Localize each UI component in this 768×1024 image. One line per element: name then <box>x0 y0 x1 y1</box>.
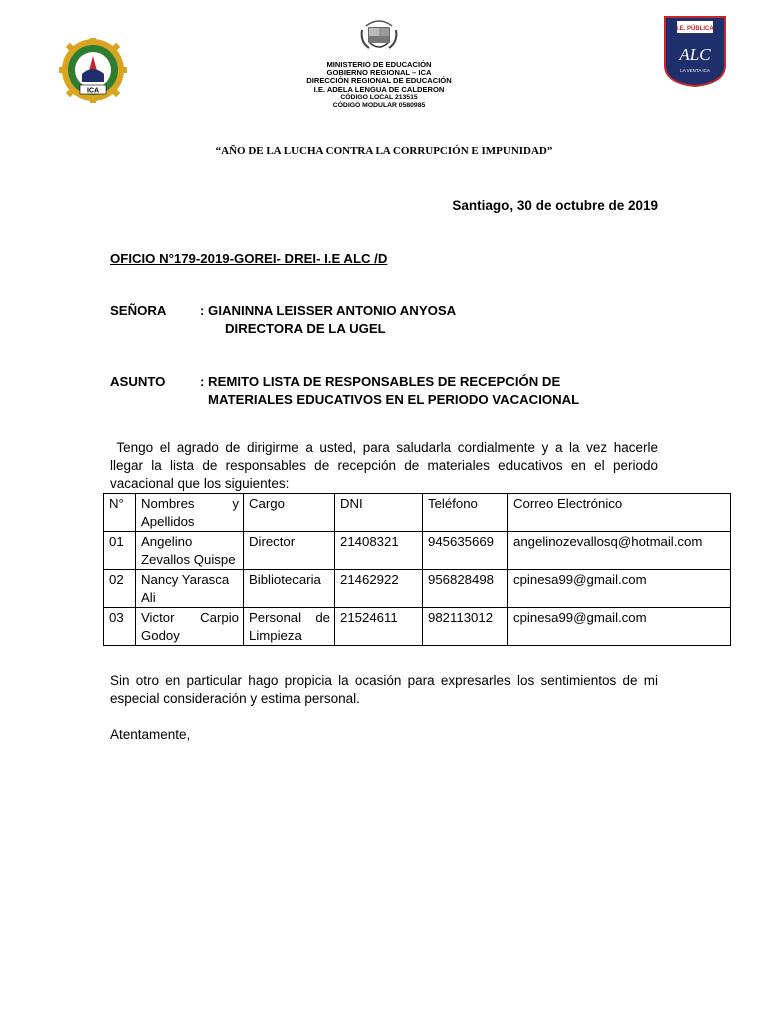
table-cell: 21462922 <box>335 570 423 608</box>
table-cell: 956828498 <box>423 570 508 608</box>
table-cell: 01 <box>104 532 136 570</box>
table-row <box>104 570 731 608</box>
intro-line: llegar la lista de responsables de recepción de materiales educativos en el periodo <box>110 458 658 473</box>
svg-text:I.E. PÚBLICA: I.E. PÚBLICA <box>676 26 714 32</box>
intro-paragraph <box>110 439 658 493</box>
closing-line: especial consideración y estima personal. <box>110 691 360 706</box>
year-motto: “AÑO DE LA LUCHA CONTRA LA CORRUPCIÓN E IMPUNIDAD” <box>215 145 553 157</box>
table-cell: Victor Carpio Godoy <box>136 608 244 646</box>
table-cell: 03 <box>104 608 136 646</box>
subject-line-1: : REMITO LISTA DE RESPONSABLES DE RECEPCIÓN DE <box>200 374 561 389</box>
signoff: Atentamente, <box>110 727 191 742</box>
intro-line: vacacional que los siguientes: <box>110 476 290 491</box>
ie-alc-logo <box>663 15 727 87</box>
peru-crest <box>358 14 400 56</box>
svg-text:LA VENTA ICA: LA VENTA ICA <box>680 68 710 73</box>
closing-paragraph <box>110 672 658 708</box>
table-cell: Nancy Yarasca Ali <box>136 570 244 608</box>
header-cell: Cargo <box>244 494 335 532</box>
header-line: DIRECCIÓN REGIONAL DE EDUCACIÓN <box>306 76 452 86</box>
header-cell: DNI <box>335 494 423 532</box>
table-cell: 982113012 <box>423 608 508 646</box>
header-cell: N° <box>104 494 136 532</box>
svg-text:ICA: ICA <box>86 87 100 95</box>
drei-ica-logo <box>58 38 128 104</box>
table-cell: cpinesa99@gmail.com <box>508 608 731 646</box>
oficio-number: OFICIO N°179-2019-GOREI- DREI- I.E ALC /D <box>110 251 388 266</box>
closing-line: Sin otro en particular hago propicia la ocasión para expresarles los sentimientos de mi <box>110 673 658 688</box>
table-cell: 945635669 <box>423 532 508 570</box>
table-cell: 02 <box>104 570 136 608</box>
subject-line-2: MATERIALES EDUCATIVOS EN EL PERIODO VACACIONAL <box>208 392 580 407</box>
asunto-label: ASUNTO <box>110 374 166 389</box>
header-line: GOBIERNO REGIONAL – ICA <box>326 68 432 78</box>
senora-label: SEÑORA <box>110 303 167 318</box>
codigo-local: CÓDIGO LOCAL 213515 <box>340 93 418 101</box>
table-cell: cpinesa99@gmail.com <box>508 570 731 608</box>
recipient-name: : GIANINNA LEISSER ANTONIO ANYOSA <box>200 303 457 318</box>
table-cell: Angelino Zevallos Quispe <box>136 532 244 570</box>
header-cell: Nombres y Apellidos <box>136 494 244 532</box>
intro-line: Tengo el agrado de dirigirme a usted, para saludarla cordialmente y a la vez hacerle <box>110 440 658 455</box>
table-cell: 21524611 <box>335 608 423 646</box>
table-cell: Bibliotecaria <box>244 570 335 608</box>
table-cell: angelinozevallosq@hotmail.com <box>508 532 731 570</box>
svg-text:ALC: ALC <box>679 45 711 64</box>
table-cell: Personal de Limpieza <box>244 608 335 646</box>
table-row <box>104 532 731 570</box>
table-row <box>104 608 731 646</box>
codigo-modular: CÓDIGO MODULAR 0580985 <box>332 102 426 110</box>
table-cell: Director <box>244 532 335 570</box>
recipient-title: DIRECTORA DE LA UGEL <box>225 321 386 336</box>
header-line: I.E. ADELA LENGUA DE CALDERON <box>313 84 445 94</box>
institution-header <box>250 61 508 110</box>
table-cell: 21408321 <box>335 532 423 570</box>
responsables-table <box>103 493 731 646</box>
table-header-row <box>104 494 731 532</box>
header-cell: Correo Electrónico <box>508 494 731 532</box>
header-cell: Teléfono <box>423 494 508 532</box>
header-line: MINISTERIO DE EDUCACIÓN <box>326 60 432 69</box>
letter-date: Santiago, 30 de octubre de 2019 <box>452 198 658 213</box>
